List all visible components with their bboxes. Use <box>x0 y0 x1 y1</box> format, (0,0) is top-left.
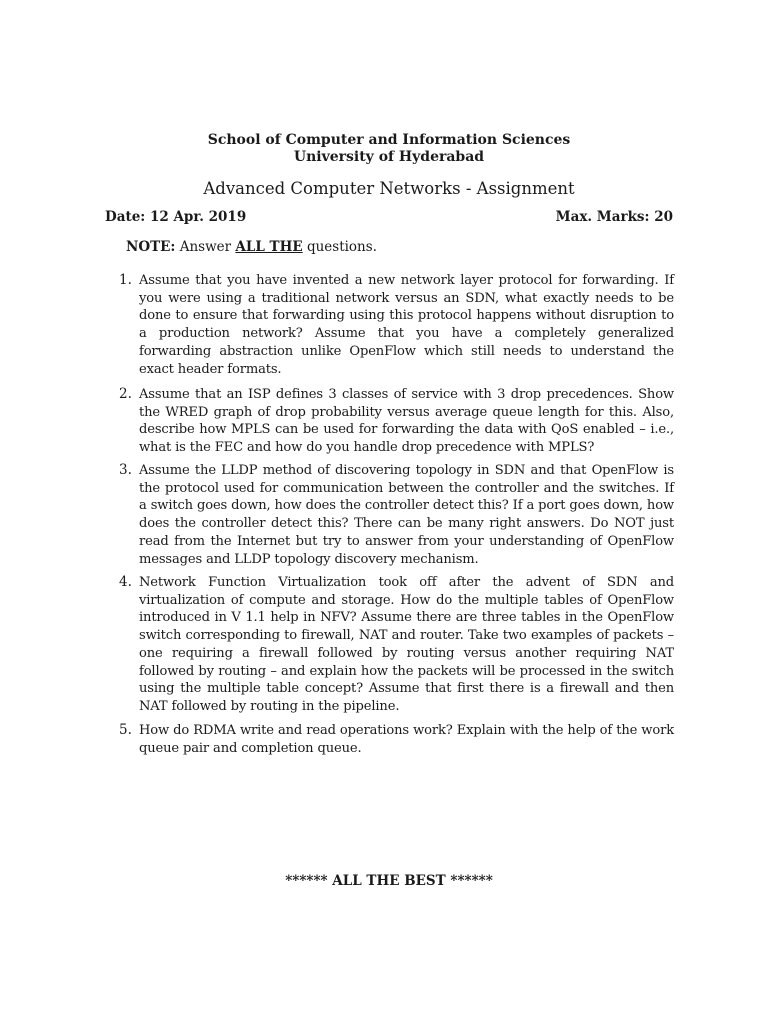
note-label: NOTE: <box>126 239 176 255</box>
max-marks: Max. Marks: 20 <box>555 209 673 225</box>
university-name: University of Hyderabad <box>293 149 485 165</box>
course-title: Advanced Computer Networks - Assignment <box>203 179 575 198</box>
note-text-after: questions. <box>306 239 377 255</box>
question-number: 2. <box>119 386 132 402</box>
note-text-before: Answer <box>179 239 232 255</box>
school-name: School of Computer and Information Sciences <box>207 132 571 148</box>
closing-message: ****** ALL THE BEST ****** <box>285 873 493 889</box>
question-text: Assume the LLDP method of discovering topology in SDN and that OpenFlow is the protocol used for communication between the controller and the switches. If a switch goes down, how does the controller detect this? If a port goes down, how does the controller detect this? There can be many right answers. Do NOT just read from the Internet but try to answer from your understanding of OpenFlow messages and LLDP topology discovery mechanism. <box>139 463 674 567</box>
question-text: Assume that an ISP defines 3 classes of service with 3 drop precedences. Show the WRED graph of drop probability versus average queue length for this. Also, describe how MPLS can be used for forwarding the data with QoS enabled – i.e., what is the FEC and how do you handle drop precedence with MPLS? <box>139 387 674 456</box>
note-emphasis: ALL THE <box>235 239 303 255</box>
question-text: Network Function Virtualization took off after the advent of SDN and virtualization of compute and storage. How do the multiple tables of OpenFlow introduced in V 1.1 help in NFV? Assume there are three tables in the OpenFlow switch corresponding to firewall, NAT and router. Take two examples of packets – one requiring a firewall followed by routing versus another requiring NAT followed by routing – and explain how the packets will be processed in the switch using the multiple table concept? Assume that first there is a firewall and then NAT followed by routing in the pipeline. <box>139 575 674 714</box>
exam-date: Date: 12 Apr. 2019 <box>105 209 247 225</box>
question-number: 3. <box>119 462 132 478</box>
question-number: 1. <box>119 272 132 288</box>
instructions-note <box>126 239 377 256</box>
question-number: 4. <box>119 574 132 590</box>
question-text: How do RDMA write and read operations work? Explain with the help of the work queue pair and completion queue. <box>139 723 674 756</box>
question-number: 5. <box>119 722 132 738</box>
question-text: Assume that you have invented a new network layer protocol for forwarding. If you were using a traditional network versus an SDN, what exactly needs to be done to ensure that forwarding using this protocol happens without disruption to a production network? Assume that you have a completely generalized forwarding abstraction unlike OpenFlow which still needs to understand the exact header formats. <box>139 273 674 377</box>
institution-header <box>0 132 768 166</box>
